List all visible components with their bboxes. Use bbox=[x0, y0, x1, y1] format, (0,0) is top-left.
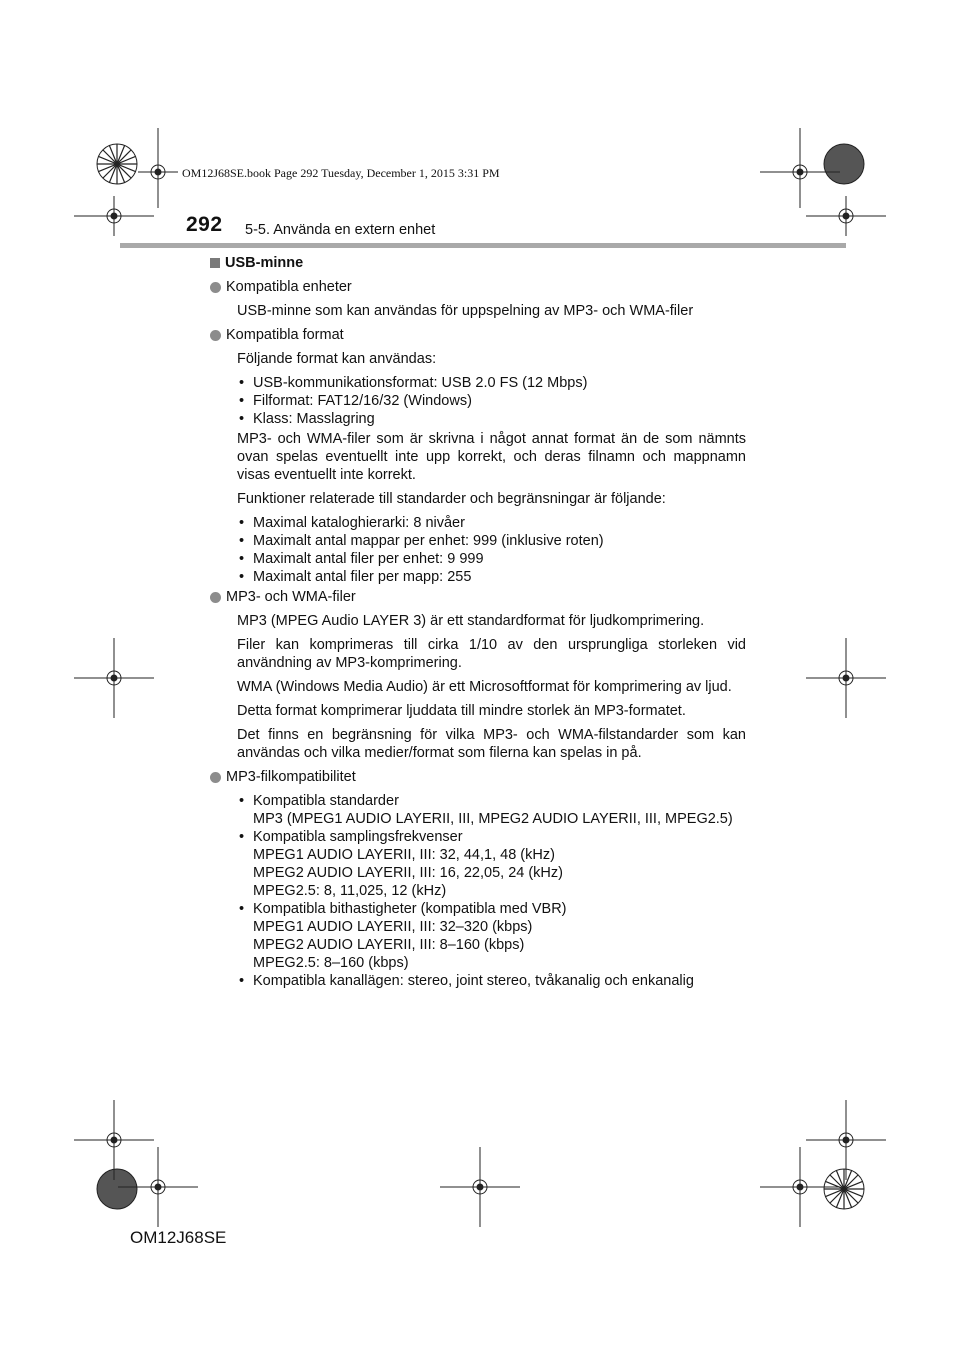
usb-heading-text: USB-minne bbox=[225, 255, 304, 271]
list-item bbox=[237, 828, 746, 900]
list-item: • Filformat: FAT12/16/32 (Windows) bbox=[237, 392, 746, 410]
list-item-label: • Kompatibla bithastigheter (kompatibla med VBR) bbox=[253, 901, 567, 917]
list-item: • Maximalt antal filer per enhet: 9 999 bbox=[237, 550, 746, 568]
crosshair-mark-icon bbox=[440, 1147, 520, 1227]
mp3-wma-paragraph: Detta format komprimerar ljuddata till mindre storlek än MP3-formatet. bbox=[237, 703, 686, 719]
list-item: • Maximalt antal filer per mapp: 255 bbox=[237, 568, 746, 586]
list-item bbox=[237, 972, 746, 990]
crosshair-mark-icon bbox=[74, 196, 154, 236]
crosshair-mark-icon bbox=[118, 1147, 198, 1227]
list-item: • Maximal kataloghierarki: 8 nivåer bbox=[237, 514, 746, 532]
list-item-label: • Kompatibla standarder bbox=[253, 793, 399, 809]
main-content bbox=[210, 254, 746, 990]
header-rule bbox=[120, 243, 846, 248]
list-item-line: MPEG1 AUDIO LAYERII, III: 32–320 (kbps) bbox=[253, 919, 533, 935]
mp3-wma-paragraph: WMA (Windows Media Audio) är ett Microsoftformat för komprimering av ljud. bbox=[237, 679, 732, 695]
list-item-label: • Kompatibla samplingsfrekvenser bbox=[253, 829, 463, 845]
limits-list bbox=[237, 514, 746, 586]
page-number: 292 bbox=[186, 213, 223, 236]
mp3-wma-title: MP3- och WMA-filer bbox=[226, 589, 356, 605]
list-item: • USB-kommunikationsformat: USB 2.0 FS (12 Mbps) bbox=[237, 374, 746, 392]
registration-mark-top-left-sunburst-icon bbox=[96, 143, 138, 185]
compatible-formats-title: Kompatibla format bbox=[226, 327, 344, 343]
print-info-line: OM12J68SE.book Page 292 Tuesday, December 1, 2015 3:31 PM bbox=[182, 166, 500, 180]
crosshair-mark-icon bbox=[806, 638, 886, 718]
list-item: • Klass: Masslagring bbox=[237, 410, 746, 428]
list-item-line: MPEG2 AUDIO LAYERII, III: 8–160 (kbps) bbox=[253, 937, 525, 953]
list-item-line: MPEG2.5: 8, 11,025, 12 (kHz) bbox=[253, 883, 447, 899]
mp3-wma-paragraph: MP3 (MPEG Audio LAYER 3) är ett standardformat för ljudkomprimering. bbox=[237, 613, 705, 629]
compatible-formats-heading bbox=[210, 326, 746, 344]
mp3-wma-paragraph: Filer kan komprimeras till cirka 1/10 av den ursprungliga storleken vid användning av MP3-komprimering. bbox=[237, 637, 746, 671]
list-item: • Maximalt antal mappar per enhet: 999 (inklusive roten) bbox=[237, 532, 746, 550]
footer-document-code: OM12J68SE bbox=[130, 1228, 227, 1247]
list-item-line: MPEG1 AUDIO LAYERII, III: 32, 44,1, 48 (kHz) bbox=[253, 847, 555, 863]
mp3-compat-title: MP3-filkompatibilitet bbox=[226, 769, 356, 785]
compatible-devices-heading bbox=[210, 278, 746, 296]
list-item-line: MPEG2 AUDIO LAYERII, III: 16, 22,05, 24 (kHz) bbox=[253, 865, 563, 881]
mp3-wma-heading bbox=[210, 588, 746, 606]
format-list bbox=[237, 374, 746, 428]
crosshair-mark-icon bbox=[74, 638, 154, 718]
list-item-line: MPEG2.5: 8–160 (kbps) bbox=[253, 955, 409, 971]
section-title: 5-5. Använda en extern enhet bbox=[245, 222, 436, 238]
circle-bullet-icon bbox=[210, 592, 221, 603]
list-item bbox=[237, 792, 746, 828]
crosshair-mark-icon bbox=[806, 196, 886, 236]
compatible-formats-intro: Följande format kan användas: bbox=[237, 351, 437, 367]
mp3-compat-heading bbox=[210, 768, 746, 786]
usb-heading bbox=[210, 254, 746, 272]
list-item bbox=[237, 900, 746, 972]
list-item-line: MP3 (MPEG1 AUDIO LAYERII, III, MPEG2 AUDIO LAYERII, III, MPEG2.5) bbox=[253, 811, 733, 827]
compatible-devices-text: USB-minne som kan användas för uppspelning av MP3- och WMA-filer bbox=[237, 303, 694, 319]
compatible-devices-title: Kompatibla enheter bbox=[226, 279, 352, 295]
format-note: MP3- och WMA-filer som är skrivna i något annat format än de som nämnts ovan spelas eventuellt inte upp korrekt, och deras filnamn och mappnamn visas eventuellt inte korrekt. bbox=[237, 431, 746, 483]
circle-bullet-icon bbox=[210, 330, 221, 341]
circle-bullet-icon bbox=[210, 282, 221, 293]
mp3-wma-paragraph: Det finns en begränsning för vilka MP3- och WMA-filstandarder som kan användas och vilka medier/format som filerna kan spelas in på. bbox=[237, 727, 746, 761]
mp3-compat-list bbox=[237, 792, 746, 990]
limits-intro: Funktioner relaterade till standarder och begränsningar är följande: bbox=[237, 491, 666, 507]
square-bullet-icon bbox=[210, 258, 220, 268]
list-item-label: • Kompatibla kanallägen: stereo, joint stereo, tvåkanalig och enkanalig bbox=[253, 973, 694, 989]
crosshair-mark-icon bbox=[760, 1147, 840, 1227]
circle-bullet-icon bbox=[210, 772, 221, 783]
